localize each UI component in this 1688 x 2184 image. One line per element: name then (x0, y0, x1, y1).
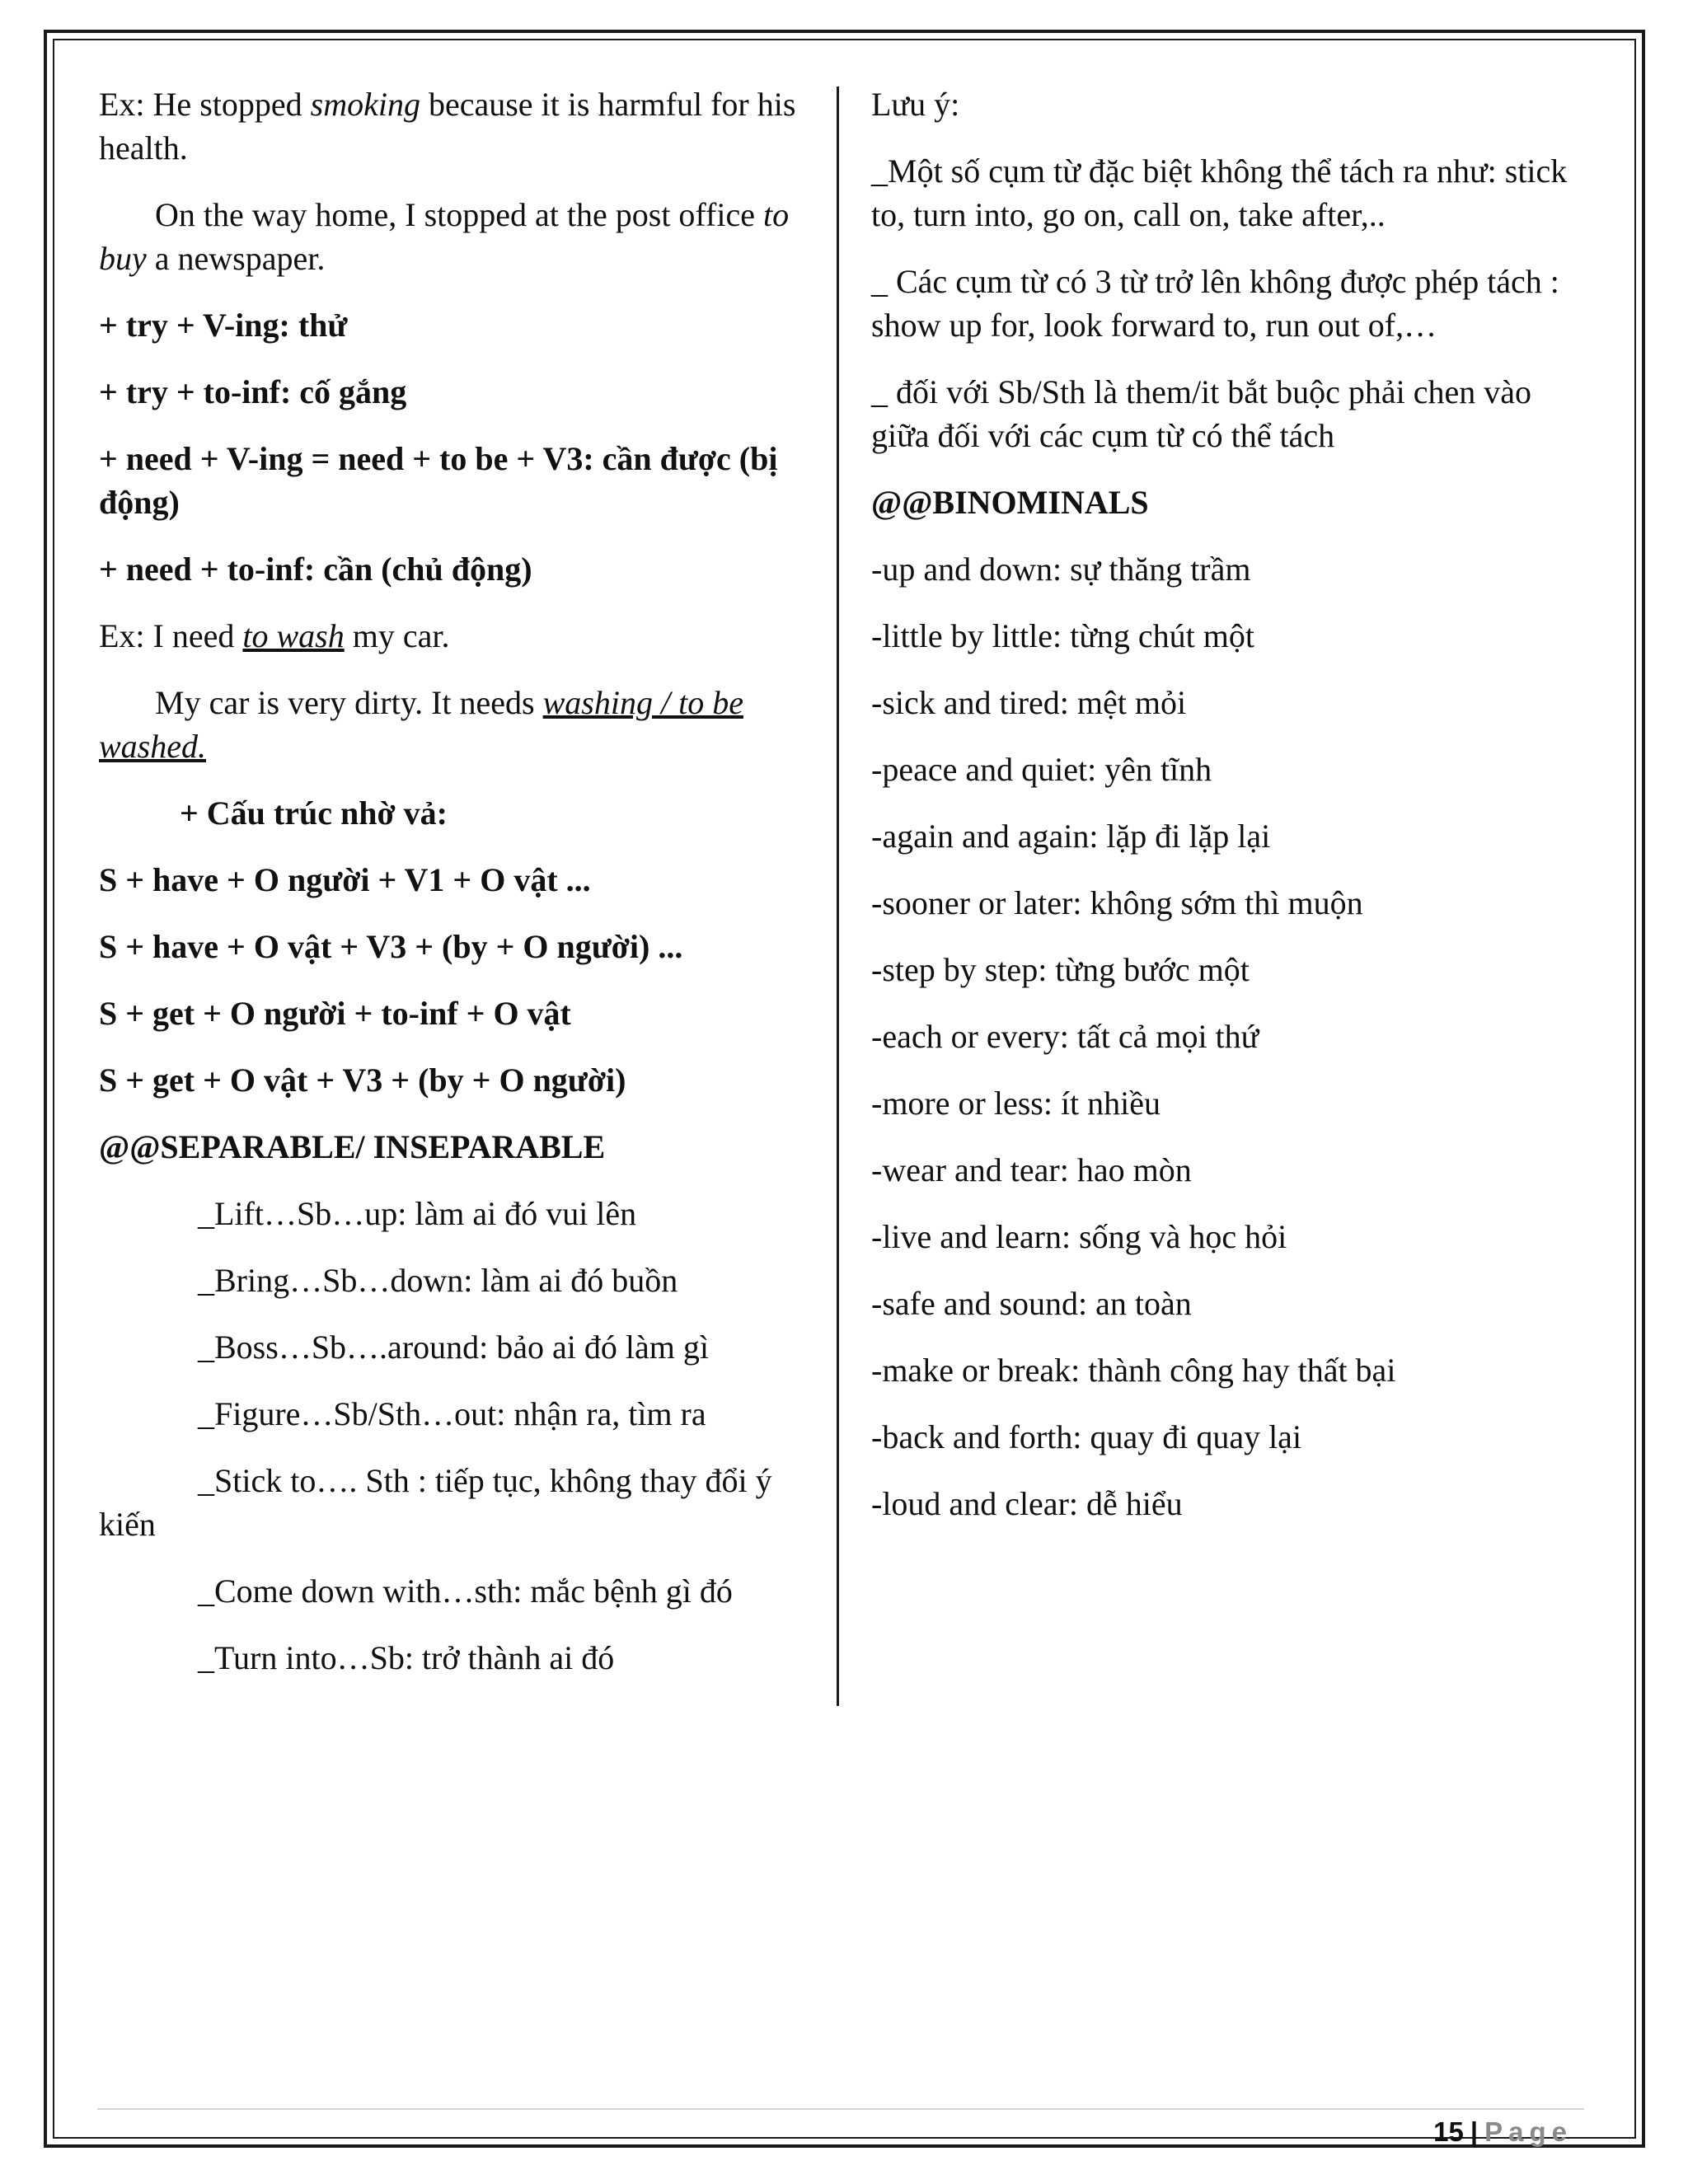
note-item: _ đối với Sb/Sth là them/it bắt buộc phải chen vào giữa đối với các cụm từ có thể tách (871, 373, 1532, 454)
left-column (99, 82, 816, 1703)
example-stop-smoking (99, 82, 816, 170)
rule-try-toinf: + try + to-inf: cố gắng (99, 373, 407, 410)
note-item: _Một số cụm từ đặc biệt không thể tách ra như: stick to, turn into, go on, call on, take after,.. (871, 152, 1568, 233)
separable-item: _Turn into…Sb: trở thành ai đó (198, 1639, 615, 1676)
example-emphasis: to buy (99, 196, 790, 277)
column-divider (837, 87, 839, 1706)
binominal-item: -make or break: thành công hay thất bại (871, 1352, 1396, 1389)
binominal-item: -up and down: sự thăng trầm (871, 551, 1251, 588)
binominal-item: -each or every: tất cả mọi thứ (871, 1018, 1259, 1055)
separable-item: _Lift…Sb…up: làm ai đó vui lên (198, 1195, 637, 1232)
rule-need-toinf: + need + to-inf: cần (chủ động) (99, 551, 532, 588)
example-text: Ex: He stopped (99, 86, 311, 123)
binominal-item: -safe and sound: an toàn (871, 1285, 1192, 1322)
binominal-item: -more or less: ít nhiều (871, 1085, 1161, 1122)
binominal-item: -wear and tear: hao mòn (871, 1151, 1192, 1188)
binominal-item: -back and forth: quay đi quay lại (871, 1418, 1302, 1455)
causative-rule: S + get + O vật + V3 + (by + O người) (99, 1062, 626, 1099)
example-emphasis: to wash (242, 617, 345, 654)
causative-rule: S + have + O vật + V3 + (by + O người) ... (99, 928, 683, 965)
example-text: a newspaper. (146, 240, 326, 277)
page-number: 15 (1433, 2116, 1464, 2147)
example-emphasis: smoking (310, 86, 420, 123)
example-text: On the way home, I stopped at the post office (155, 196, 763, 233)
causative-rule: S + get + O người + to-inf + O vật (99, 995, 571, 1032)
example-text: Ex: I need (99, 617, 243, 654)
note-item: _ Các cụm từ có 3 từ trở lên không được phép tách : show up for, look forward to, run out of,… (871, 263, 1559, 344)
page-footer (1433, 2115, 1573, 2149)
separable-item: _Figure…Sb/Sth…out: nhận ra, tìm ra (198, 1395, 706, 1432)
binominal-item: -again and again: lặp đi lặp lại (871, 818, 1271, 855)
causative-rule: S + have + O người + V1 + O vật ... (99, 861, 591, 898)
binominal-item: -little by little: từng chút một (871, 617, 1254, 654)
note-heading: Lưu ý: (871, 86, 960, 123)
separable-item: _Boss…Sb….around: bảo ai đó làm gì (198, 1329, 709, 1366)
example-text: my car. (344, 617, 450, 654)
binominal-item: -step by step: từng bước một (871, 951, 1250, 988)
example-text: because it is harmful for his health. (99, 86, 796, 166)
binominal-item: -sick and tired: mệt mỏi (871, 684, 1187, 721)
example-text: My car is very dirty. It needs (155, 684, 543, 721)
separable-item: _Stick to…. Sth : tiếp tục, không thay đổi ý kiến (99, 1462, 772, 1543)
page-label: Page (1484, 2116, 1573, 2147)
example-emphasis: washing / to be washed. (99, 684, 743, 765)
right-column (871, 82, 1588, 1549)
binominal-item: -sooner or later: không sớm thì muộn (871, 884, 1363, 921)
binominals-heading: @@BINOMINALS (871, 484, 1149, 521)
example-needs-washing (99, 681, 816, 768)
example-stop-to-buy (99, 193, 816, 280)
rule-need-ving: + need + V-ing = need + to be + V3: cần được (bị động) (99, 440, 778, 521)
binominal-item: -live and learn: sống và học hỏi (871, 1218, 1287, 1255)
separable-heading: @@SEPARABLE/ INSEPARABLE (99, 1128, 606, 1165)
footer-separator: | (1470, 2116, 1479, 2147)
separable-item: _Bring…Sb…down: làm ai đó buồn (198, 1262, 678, 1299)
separable-item: _Come down with…sth: mắc bệnh gì đó (198, 1572, 733, 1610)
binominal-item: -loud and clear: dễ hiểu (871, 1485, 1183, 1522)
footer-rule (97, 2108, 1584, 2110)
rule-try-ving: + try + V-ing: thử (99, 307, 348, 344)
binominal-item: -peace and quiet: yên tĩnh (871, 751, 1212, 788)
example-need-wash (99, 614, 816, 658)
causative-heading: + Cấu trúc nhờ vả: (180, 794, 448, 832)
